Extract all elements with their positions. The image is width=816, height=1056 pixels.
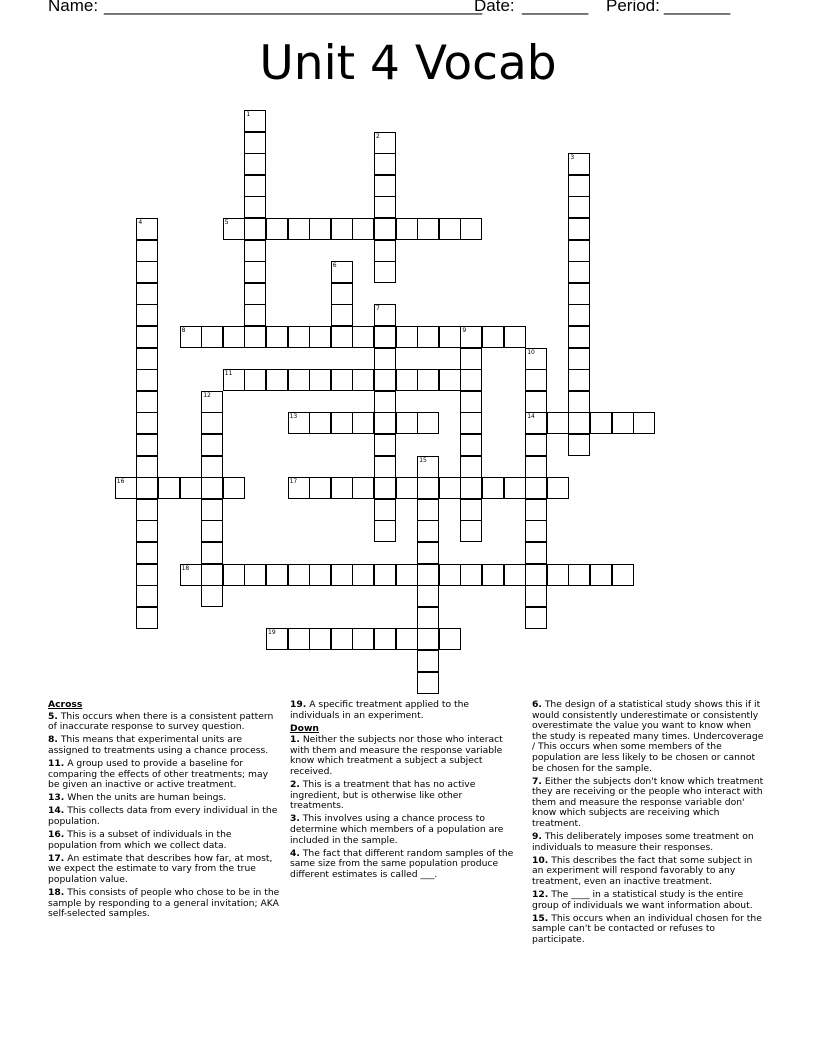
grid-cell[interactable] [374, 520, 396, 542]
grid-cell[interactable] [136, 283, 158, 305]
clue-text: The ____ in a statistical study is the entire group of individuals we want information about. [532, 889, 753, 911]
grid-cell[interactable] [309, 628, 331, 650]
period-label: Period: [606, 0, 660, 15]
across-clue [48, 888, 280, 920]
across-clue [48, 735, 280, 756]
clue-text: A specific treatment applied to the individuals in an experiment. [290, 699, 470, 721]
period-blank[interactable]: _______ [664, 0, 731, 15]
clue-number-4: 4 [138, 219, 143, 226]
grid-cell[interactable] [417, 499, 439, 521]
clue-number-13: 13 [289, 413, 298, 421]
grid-cell[interactable] [525, 434, 547, 456]
grid-cell[interactable] [525, 542, 547, 564]
grid-cell[interactable] [136, 477, 158, 499]
grid-cell[interactable] [352, 218, 374, 240]
grid-cell[interactable] [136, 542, 158, 564]
grid-cell[interactable] [439, 628, 461, 650]
grid-cell[interactable] [396, 628, 418, 650]
grid-cell[interactable] [568, 434, 590, 456]
clue-number-8: 8 [181, 327, 186, 334]
date-blank[interactable]: _______ [522, 0, 589, 15]
grid-cell[interactable] [136, 261, 158, 283]
clue-text: This involves using a chance process to determine which members of a population are included in the sample. [290, 813, 504, 846]
clue-number: 2. [290, 779, 300, 791]
clue-text: Either the subjects don't know which treatment they are receiving or the people who interact with them and measure the response variable don' know which subjects are receiving which treatment. [532, 775, 764, 830]
grid-cell[interactable] [244, 218, 266, 240]
clue-text: This occurs when an individual chosen for the sample can't be contacted or refuses to participate. [532, 912, 762, 945]
grid-cell[interactable] [374, 369, 396, 391]
grid-cell[interactable] [417, 607, 439, 629]
grid-cell[interactable] [374, 434, 396, 456]
grid-cell[interactable] [568, 283, 590, 305]
clue-number-6: 6 [332, 262, 337, 270]
clue-number: 5. [48, 710, 58, 722]
clue-number-14: 14 [527, 413, 535, 421]
grid-cell[interactable] [590, 412, 612, 434]
grid-cell[interactable] [136, 369, 158, 391]
clue-text: An estimate that describes how far, at most, we expect the estimate to vary from the true population value. [48, 852, 273, 885]
grid-cell[interactable] [201, 585, 223, 607]
grid-cell[interactable] [525, 520, 547, 542]
grid-cell[interactable] [439, 326, 461, 348]
grid-cell[interactable] [223, 326, 245, 348]
clue-text: This describes the fact that some subject in an experiment will respond favorably to any treatment, even an inactive treatment. [532, 854, 753, 887]
grid-cell[interactable] [244, 369, 266, 391]
clue-number-18: 18 [181, 564, 190, 572]
grid-cell[interactable] [374, 196, 396, 218]
grid-cell[interactable] [568, 412, 590, 434]
grid-cell[interactable] [460, 520, 482, 542]
grid-cell[interactable] [417, 542, 439, 564]
grid-cell[interactable] [244, 564, 266, 586]
clue-number-3: 3 [570, 154, 575, 162]
clue-text: A group used to provide a baseline for comparing the effects of other treatments; may be given an inactive or active treatment. [48, 757, 269, 791]
grid-cell[interactable] [374, 391, 396, 413]
down-clue [532, 832, 766, 853]
grid-cell[interactable] [244, 175, 266, 197]
grid-cell[interactable] [568, 564, 590, 586]
grid-cell[interactable] [352, 628, 374, 650]
clue-number: 10. [532, 854, 549, 866]
clue-text: This deliberately imposes some treatment on individuals to measure their responses. [532, 831, 754, 853]
grid-cell[interactable] [201, 520, 223, 542]
grid-cell[interactable] [352, 412, 374, 434]
clue-number: 7. [532, 775, 542, 787]
grid-cell[interactable] [374, 240, 396, 262]
grid-cell[interactable] [136, 304, 158, 326]
grid-cell[interactable] [568, 304, 590, 326]
clue-number: 1. [290, 734, 300, 746]
grid-cell[interactable] [352, 326, 374, 348]
grid-cell[interactable] [244, 153, 266, 175]
grid-cell[interactable] [374, 348, 396, 370]
clue-number: 19. [290, 699, 307, 710]
grid-cell[interactable] [504, 326, 526, 348]
date-label: Date: [474, 0, 515, 15]
down-clue [532, 777, 766, 830]
grid-cell[interactable] [136, 499, 158, 521]
clue-number: 9. [532, 831, 542, 843]
grid-cell[interactable] [396, 326, 418, 348]
clue-number: 16. [48, 829, 65, 841]
grid-cell[interactable] [525, 477, 547, 499]
grid-cell[interactable] [525, 391, 547, 413]
grid-cell[interactable] [482, 477, 504, 499]
clue-number-10: 10 [527, 348, 535, 356]
grid-cell[interactable] [568, 391, 590, 413]
grid-cell[interactable] [136, 456, 158, 478]
grid-cell[interactable] [223, 477, 245, 499]
grid-cell[interactable] [396, 477, 418, 499]
grid-cell[interactable] [374, 153, 396, 175]
grid-cell[interactable] [266, 218, 288, 240]
grid-cell[interactable] [396, 218, 418, 240]
grid-cell[interactable] [266, 369, 288, 391]
grid-cell[interactable] [417, 520, 439, 542]
down-heading: Down [290, 722, 319, 734]
grid-cell[interactable] [417, 564, 439, 586]
grid-cell[interactable] [244, 283, 266, 305]
clue-text: The design of a statistical study shows this if it would consistently underestimate or consistently overestimate the value you want to know when the study is repeated many times. Undercoverage / This occurs when some members of the population are less likely to be chosen or cannot be chosen for the sample. [532, 699, 764, 774]
clues-column-2 [290, 700, 516, 883]
grid-cell[interactable] [331, 283, 353, 305]
grid-cell[interactable] [396, 564, 418, 586]
down-clue [290, 849, 516, 881]
grid-cell[interactable] [244, 261, 266, 283]
clue-text: This occurs when there is a consistent pattern of inaccurate response to survey question. [48, 710, 274, 733]
grid-cell[interactable] [460, 412, 482, 434]
grid-cell[interactable] [244, 326, 266, 348]
name-label: Name: [48, 0, 99, 15]
grid-cell[interactable] [417, 218, 439, 240]
grid-cell[interactable] [547, 412, 569, 434]
grid-cell[interactable] [288, 628, 310, 650]
clue-text: This is a subset of individuals in the population from which we collect data. [48, 829, 232, 851]
grid-cell[interactable] [288, 369, 310, 391]
grid-cell[interactable] [504, 564, 526, 586]
grid-cell[interactable] [136, 564, 158, 586]
grid-cell[interactable] [136, 520, 158, 542]
grid-cell[interactable] [460, 348, 482, 370]
grid-cell[interactable] [201, 434, 223, 456]
grid-cell[interactable] [201, 412, 223, 434]
grid-cell[interactable] [374, 499, 396, 521]
page-title: Unit 4 Vocab [259, 36, 557, 91]
grid-cell[interactable] [525, 607, 547, 629]
grid-cell[interactable] [136, 240, 158, 262]
grid-cell[interactable] [396, 369, 418, 391]
across-clue [48, 793, 280, 804]
clue-text: This collects data from every individual in the population. [48, 805, 278, 827]
grid-cell[interactable] [309, 218, 331, 240]
grid-cell[interactable] [633, 412, 655, 434]
grid-cell[interactable] [309, 326, 331, 348]
grid-cell[interactable] [374, 218, 396, 240]
grid-cell[interactable] [417, 628, 439, 650]
clue-number-7: 7 [376, 305, 380, 313]
grid-cell[interactable] [568, 369, 590, 391]
clue-text: This is a treatment that has no active ingredient, but is otherwise like other treatments. [290, 779, 476, 812]
grid-cell[interactable] [136, 348, 158, 370]
grid-cell[interactable] [266, 564, 288, 586]
grid-cell[interactable] [136, 326, 158, 348]
clue-number: 15. [532, 912, 549, 924]
grid-cell[interactable] [460, 218, 482, 240]
grid-cell[interactable] [460, 434, 482, 456]
grid-cell[interactable] [374, 261, 396, 283]
clue-number: 18. [48, 887, 65, 898]
grid-cell[interactable] [331, 304, 353, 326]
grid-cell[interactable] [331, 369, 353, 391]
down-clue [290, 735, 516, 777]
grid-cell[interactable] [417, 585, 439, 607]
grid-cell[interactable] [352, 564, 374, 586]
grid-cell[interactable] [201, 542, 223, 564]
grid-cell[interactable] [352, 369, 374, 391]
grid-cell[interactable] [309, 477, 331, 499]
grid-cell[interactable] [244, 304, 266, 326]
grid-cell[interactable] [136, 607, 158, 629]
clue-number-5: 5 [224, 219, 229, 226]
grid-cell[interactable] [158, 477, 180, 499]
clue-text: This means that experimental units are assigned to treatments using a chance process. [48, 734, 269, 756]
clue-number-16: 16 [116, 478, 125, 486]
grid-cell[interactable] [331, 477, 353, 499]
clue-number: 11. [48, 757, 65, 769]
across-clue [48, 759, 280, 791]
clues-column-1 [48, 700, 280, 922]
grid-cell[interactable] [201, 499, 223, 521]
grid-cell[interactable] [568, 196, 590, 218]
clue-number: 4. [290, 847, 300, 859]
name-blank[interactable]: ________________________________________ [104, 0, 483, 15]
grid-cell[interactable] [352, 477, 374, 499]
grid-cell[interactable] [568, 261, 590, 283]
grid-cell[interactable] [309, 369, 331, 391]
clue-text: This consists of people who chose to be in the sample by responding to a general invitation; AKA self-selected samples. [48, 887, 280, 920]
across-clue [48, 712, 280, 733]
grid-cell[interactable] [417, 477, 439, 499]
across-clue [48, 830, 280, 851]
clues-column-3 [532, 700, 766, 948]
across-heading: Across [48, 699, 83, 710]
grid-cell[interactable] [136, 391, 158, 413]
grid-cell[interactable] [504, 477, 526, 499]
grid-cell[interactable] [331, 326, 353, 348]
clue-number-11: 11 [224, 370, 233, 378]
grid-cell[interactable] [180, 477, 202, 499]
grid-cell[interactable] [374, 477, 396, 499]
grid-cell[interactable] [525, 369, 547, 391]
grid-cell[interactable] [288, 218, 310, 240]
clue-number-19: 19 [268, 629, 276, 637]
grid-cell[interactable] [331, 412, 353, 434]
down-clue [532, 856, 766, 888]
grid-cell[interactable] [374, 456, 396, 478]
grid-cell[interactable] [439, 218, 461, 240]
clue-number: 17. [48, 852, 65, 864]
clue-number-12: 12 [203, 391, 211, 399]
grid-cell[interactable] [568, 348, 590, 370]
grid-cell[interactable] [439, 477, 461, 499]
grid-cell[interactable] [460, 369, 482, 391]
grid-cell[interactable] [136, 434, 158, 456]
grid-cell[interactable] [525, 564, 547, 586]
grid-cell[interactable] [331, 628, 353, 650]
grid-cell[interactable] [482, 326, 504, 348]
grid-cell[interactable] [136, 585, 158, 607]
down-clue [532, 700, 766, 774]
grid-cell[interactable] [288, 564, 310, 586]
grid-cell[interactable] [396, 412, 418, 434]
grid-cell[interactable] [482, 564, 504, 586]
grid-cell[interactable] [309, 564, 331, 586]
grid-cell[interactable] [136, 412, 158, 434]
grid-cell[interactable] [374, 326, 396, 348]
grid-cell[interactable] [460, 391, 482, 413]
grid-cell[interactable] [201, 456, 223, 478]
grid-cell[interactable] [547, 564, 569, 586]
grid-cell[interactable] [417, 412, 439, 434]
grid-cell[interactable] [244, 240, 266, 262]
grid-cell[interactable] [374, 628, 396, 650]
grid-cell[interactable] [309, 412, 331, 434]
clue-number-9: 9 [462, 327, 467, 334]
grid-cell[interactable] [612, 564, 634, 586]
grid-cell[interactable] [201, 477, 223, 499]
grid-cell[interactable] [590, 564, 612, 586]
grid-cell[interactable] [331, 218, 353, 240]
grid-cell[interactable] [244, 132, 266, 154]
down-clue [532, 914, 766, 946]
clue-number: 3. [290, 813, 300, 825]
down-clue [290, 780, 516, 812]
grid-cell[interactable] [374, 564, 396, 586]
clue-text: The fact that different random samples of the same size from the same population produce different estimates is called ___. [290, 847, 514, 880]
grid-cell[interactable] [460, 477, 482, 499]
grid-cell[interactable] [288, 326, 310, 348]
grid-cell[interactable] [417, 672, 439, 694]
grid-cell[interactable] [201, 564, 223, 586]
grid-cell[interactable] [439, 564, 461, 586]
grid-cell[interactable] [547, 477, 569, 499]
grid-cell[interactable] [460, 499, 482, 521]
grid-cell[interactable] [525, 456, 547, 478]
grid-cell[interactable] [568, 326, 590, 348]
down-clue [532, 890, 766, 911]
clue-number-17: 17 [289, 478, 298, 486]
grid-cell[interactable] [201, 326, 223, 348]
grid-cell[interactable] [417, 369, 439, 391]
clue-number-15: 15 [419, 456, 427, 464]
grid-cell[interactable] [612, 412, 634, 434]
clue-number-2: 2 [376, 132, 380, 140]
grid-cell[interactable] [525, 499, 547, 521]
grid-cell[interactable] [331, 564, 353, 586]
clue-number: 12. [532, 889, 549, 901]
grid-cell[interactable] [568, 240, 590, 262]
clue-text: Neither the subjects nor those who interact with them and measure the response variable know which treatment a subject a subject received. [290, 734, 503, 778]
grid-cell[interactable] [374, 412, 396, 434]
grid-cell[interactable] [223, 564, 245, 586]
across-clue [290, 700, 516, 721]
grid-cell[interactable] [568, 175, 590, 197]
across-clue [48, 854, 280, 886]
grid-cell[interactable] [244, 196, 266, 218]
clue-number: 8. [48, 734, 58, 746]
grid-cell[interactable] [460, 564, 482, 586]
clue-number-1: 1 [246, 111, 251, 118]
grid-cell[interactable] [266, 326, 288, 348]
grid-cell[interactable] [568, 218, 590, 240]
grid-cell[interactable] [439, 369, 461, 391]
grid-cell[interactable] [417, 326, 439, 348]
down-clue [290, 814, 516, 846]
grid-cell[interactable] [525, 585, 547, 607]
clue-text: When the units are human beings. [67, 792, 227, 804]
across-clue [48, 806, 280, 827]
clue-number: 14. [48, 805, 65, 817]
grid-cell[interactable] [417, 650, 439, 672]
clue-number: 6. [532, 699, 542, 710]
grid-cell[interactable] [460, 456, 482, 478]
clue-number: 13. [48, 792, 65, 804]
grid-cell[interactable] [374, 175, 396, 197]
